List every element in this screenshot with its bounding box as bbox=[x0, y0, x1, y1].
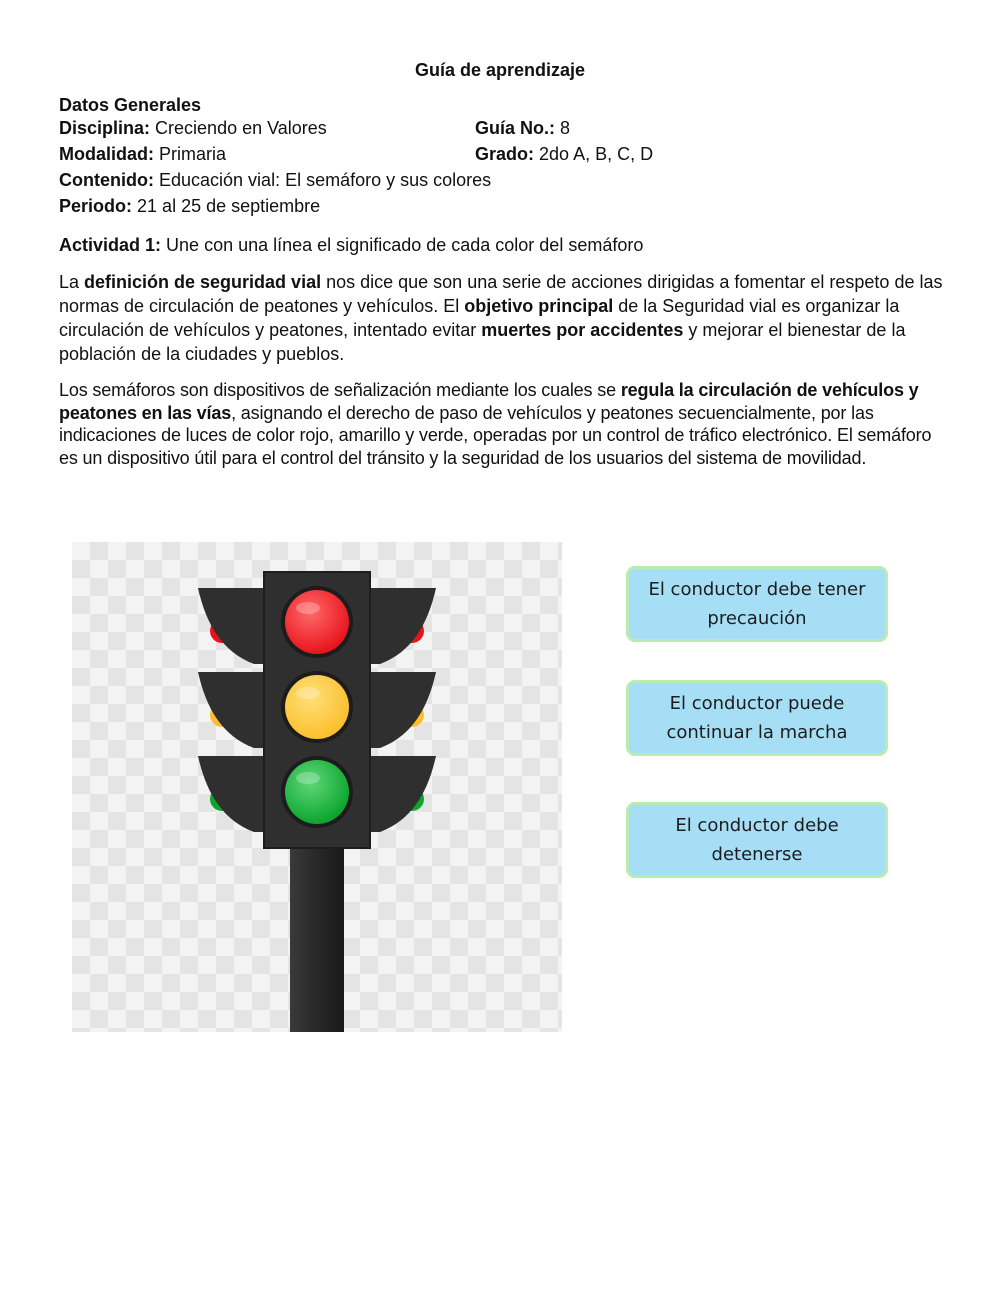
general-data-heading: Datos Generales bbox=[59, 95, 202, 115]
visors-left bbox=[198, 588, 272, 832]
field-label: Grado: bbox=[475, 144, 535, 164]
activity-label: Actividad 1: bbox=[59, 235, 162, 255]
text-run: , asignando el derecho de paso de vehículos y peatones secuencialmente, por las indicaciones de luces de color rojo, amarillo y verde, operadas por un control de tráfico electrónico. El semáforo es un dispositivo útil para el control del tránsito y la seguridad de los usuarios del sistema de movilidad. bbox=[59, 402, 932, 468]
green-light bbox=[285, 760, 349, 824]
text-run: La bbox=[59, 272, 85, 292]
field-periodo bbox=[59, 196, 320, 217]
field-label: Modalidad: bbox=[59, 144, 154, 164]
answer-card-continue[interactable]: El conductor puede continuar la marcha bbox=[626, 680, 888, 756]
field-label: Periodo: bbox=[59, 196, 133, 216]
text-run: Los semáforos son dispositivos de señalización mediante los cuales se bbox=[59, 380, 621, 400]
bold-run: objetivo principal bbox=[464, 296, 614, 316]
bold-run: definición de seguridad vial bbox=[84, 272, 322, 292]
activity-text: Une con una línea el significado de cada color del semáforo bbox=[166, 235, 644, 255]
field-value: 8 bbox=[560, 118, 571, 138]
field-modalidad bbox=[59, 144, 226, 165]
field-grado bbox=[475, 144, 653, 165]
field-guia bbox=[475, 118, 570, 139]
field-label: Disciplina: bbox=[59, 118, 151, 138]
field-disciplina bbox=[59, 118, 327, 139]
text-run: nos dice que son una serie de acciones dirigidas a fomentar el respeto de las normas de circulación de peatones y vehículos. El bbox=[59, 272, 943, 316]
traffic-light-image bbox=[72, 542, 562, 1032]
answer-card-caution[interactable]: El conductor debe tener precaución bbox=[626, 566, 888, 642]
bold-run: regula la circulación de vehículos y peatones en las vías bbox=[59, 380, 919, 423]
answer-card-stop[interactable]: El conductor debe detenerse bbox=[626, 802, 888, 878]
field-value: 21 al 25 de septiembre bbox=[137, 196, 321, 216]
visors-right bbox=[362, 588, 436, 832]
field-value: Educación vial: El semáforo y sus colores bbox=[159, 170, 492, 190]
page-title: Guía de aprendizaje bbox=[414, 60, 586, 80]
activity-instruction bbox=[59, 235, 643, 256]
pole bbox=[290, 842, 344, 1032]
traffic-light-paragraph bbox=[59, 379, 944, 469]
yellow-light bbox=[285, 675, 349, 739]
field-label: Guía No.: bbox=[475, 118, 555, 138]
road-safety-paragraph bbox=[59, 270, 944, 366]
field-contenido bbox=[59, 170, 491, 191]
traffic-light-illustration bbox=[72, 542, 562, 1032]
field-label: Contenido: bbox=[59, 170, 154, 190]
field-value: Creciendo en Valores bbox=[155, 118, 327, 138]
text-run: de la Seguridad vial es organizar la circulación de vehículos y peatones, intentado evitar bbox=[59, 296, 900, 340]
text-run: y mejorar el bienestar de la población de la ciudades y pueblos. bbox=[59, 320, 906, 364]
field-value: Primaria bbox=[159, 144, 227, 164]
field-value: 2do A, B, C, D bbox=[539, 144, 654, 164]
red-light bbox=[285, 590, 349, 654]
bold-run: muertes por accidentes bbox=[481, 320, 684, 340]
